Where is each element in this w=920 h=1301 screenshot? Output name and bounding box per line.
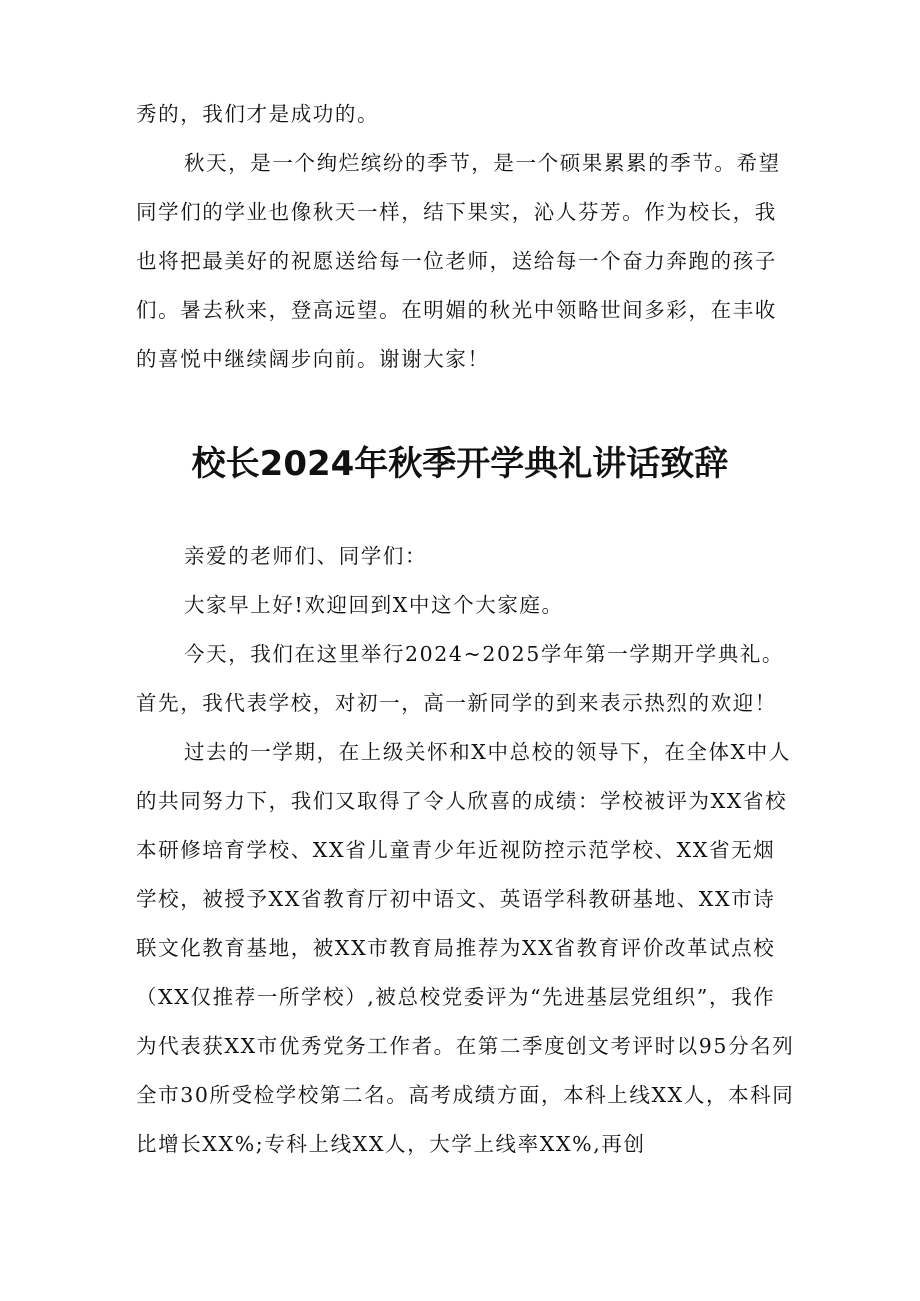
paragraph-salutation: 亲爱的老师们、同学们： bbox=[184, 544, 428, 568]
speech-title: 校长2024年秋季开学典礼讲话致辞 bbox=[191, 444, 729, 484]
paragraph-greeting: 大家早上好!欢迎回到X中这个大家庭。 bbox=[184, 593, 564, 617]
speech-body bbox=[136, 532, 796, 1169]
paragraph-opening: 今天，我们在这里举行2024~2025学年第一学期开学典礼。首先，我代表学校，对初一，高一新同学的到来表示热烈的欢迎！ bbox=[136, 642, 785, 715]
paragraph-closing: 秋天，是一个绚烂缤纷的季节，是一个硕果累累的季节。希望同学们的学业也像秋天一样，结下果实，沁人芬芳。作为校长，我也将把最美好的祝愿送给每一位老师，送给每一个奋力奔跑的孩子们。暑去秋来，登高远望。在明媚的秋光中领略世间多彩，在丰收的喜悦中继续阔步向前。谢谢大家！ bbox=[136, 151, 781, 371]
previous-speech-ending bbox=[136, 90, 796, 384]
paragraph-continuation: 秀的，我们才是成功的。 bbox=[136, 102, 380, 126]
paragraph-achievements: 过去的一学期，在上级关怀和X中总校的领导下，在全体X中人的共同努力下，我们又取得了令人欣喜的成绩：学校被评为XX省校本研修培育学校、XX省儿童青少年近视防控示范学校、XX省无烟学校，被授予XX省教育厅初中语文、英语学科教研基地、XX市诗联文化教育基地，被XX市教育局推荐为XX省教育评价改革试点校（XX仅推荐一所学校）,被总校党委评为“先进基层党组织”，我作为代表获XX市优秀党务工作者。在第二季度创文考评时以95分名列全市30所受检学校第二名。高考成绩方面，本科上线XX人，本科同比增长XX%;专科上线XX人，大学上线率XX%,再创 bbox=[136, 740, 795, 1156]
